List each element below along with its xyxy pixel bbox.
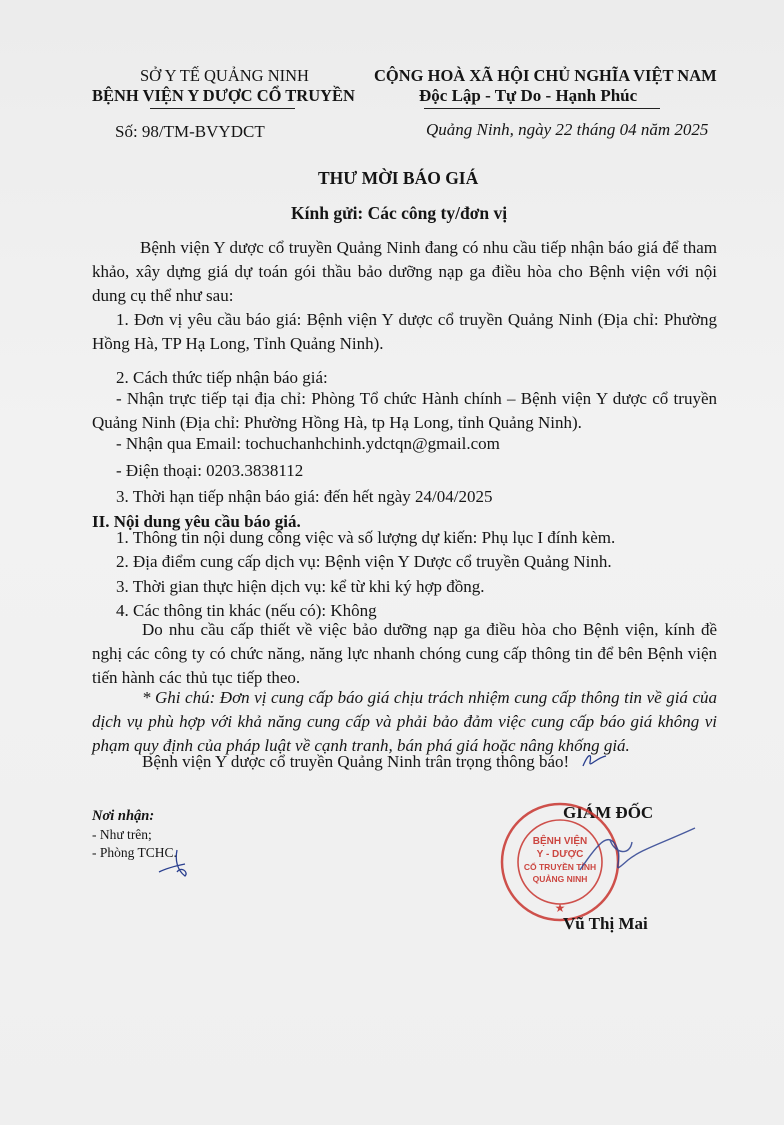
recipient-line2: - Phòng TCHC. <box>92 845 177 860</box>
recipient-initial-icon <box>155 842 195 884</box>
country-name: CỘNG HOÀ XÃ HỘI CHỦ NGHĨA VIỆT NAM <box>374 66 717 85</box>
recipients-label: Nơi nhận: <box>92 808 155 824</box>
section2-item4: 4. Các thông tin khác (nếu có): Không <box>116 601 377 620</box>
section2-note: * Ghi chú: Đơn vị cung cấp báo giá chịu trách nhiệm cung cấp thông tin về giá của dịch vụ phù hợp với khả năng cung cấp và phải bảo đảm việc cung cấp báo giá không vi phạm quy định của pháp luật về cạnh tranh, bán phá giá hoặc nâng khống giá. <box>92 688 717 755</box>
hospital-name: BỆNH VIỆN Y DƯỢC CỔ TRUYỀN <box>92 86 355 105</box>
stamp-line4: QUẢNG NINH <box>532 874 588 884</box>
svg-text:★: ★ <box>554 901 566 915</box>
document-number: Số: 98/TM-BVYDCT <box>115 122 265 141</box>
signature-title: GIÁM ĐỐC <box>563 803 654 822</box>
initial-mark-icon <box>580 748 610 772</box>
national-motto: Độc Lập - Tự Do - Hạnh Phúc <box>419 86 638 105</box>
section1-bullet3: - Điện thoại: 0203.3838112 <box>116 461 304 480</box>
stamp-line3: CỔ TRUYỀN TỈNH <box>523 862 597 872</box>
greeting: Kính gửi: Các công ty/đơn vị <box>291 203 508 223</box>
section2-item1: 1. Thông tin nội dung công việc và số lượng dự kiến: Phụ lục I đính kèm. <box>116 528 616 547</box>
signer-name: Vũ Thị Mai <box>563 914 648 933</box>
section2-closing-paragraph: Do nhu cầu cấp thiết về việc bảo dưỡng nạp ga điều hòa cho Bệnh viện, kính đề nghị các công ty có chức năng, năng lực nhanh chóng cung cấp thông tin để bên Bệnh viện tiến hành các thủ tục tiếp theo. <box>92 620 717 687</box>
department-name: SỞ Y TẾ QUẢNG NINH <box>140 66 309 85</box>
section2-heading: II. Nội dung yêu cầu báo giá. <box>92 512 301 531</box>
intro-paragraph: Bệnh viện Y dược cổ truyền Quảng Ninh đang có nhu cầu tiếp nhận báo giá để tham khảo, xây dựng giá dự toán gói thầu bảo dưỡng nạp ga điều hòa cho Bệnh viện với nội dung cụ thể như sau: <box>92 238 717 305</box>
closing-statement: Bệnh viện Y dược cổ truyền Quảng Ninh trân trọng thông báo! <box>142 752 570 771</box>
stamp-line1: BỆNH VIỆN <box>532 836 588 847</box>
section2-item2: 2. Địa điểm cung cấp dịch vụ: Bệnh viện Y Dược cổ truyền Quảng Ninh. <box>116 552 612 571</box>
section2-item3: 3. Thời gian thực hiện dịch vụ: kể từ khi ký hợp đồng. <box>116 577 485 596</box>
section1-bullet1: - Nhận trực tiếp tại địa chỉ: Phòng Tổ chức Hành chính – Bệnh viện Y dược cổ truyền Quảng Ninh (Địa chỉ: Phường Hồng Hà, tp Hạ Long, tỉnh Quảng Ninh). <box>92 389 717 432</box>
document-title: THƯ MỜI BÁO GIÁ <box>318 168 479 188</box>
recipient-line1: - Như trên; <box>92 827 152 842</box>
motto-underline <box>424 108 660 109</box>
stamp-line2: Y - DƯỢC <box>536 849 584 860</box>
section1-item2: 2. Cách thức tiếp nhận báo giá: <box>116 368 328 387</box>
section1-bullet2: - Nhận qua Email: tochuchanhchinh.ydctqn@gmail.com <box>116 434 500 453</box>
director-signature-icon <box>570 820 700 890</box>
document-date: Quảng Ninh, ngày 22 tháng 04 năm 2025 <box>426 120 709 139</box>
hospital-underline <box>150 108 295 109</box>
section1-item3: 3. Thời hạn tiếp nhận báo giá: đến hết ngày 24/04/2025 <box>116 487 493 506</box>
section1-item1: 1. Đơn vị yêu cầu báo giá: Bệnh viện Y dược cổ truyền Quảng Ninh (Địa chỉ: Phường Hồng Hà, TP Hạ Long, Tỉnh Quảng Ninh). <box>92 310 717 353</box>
